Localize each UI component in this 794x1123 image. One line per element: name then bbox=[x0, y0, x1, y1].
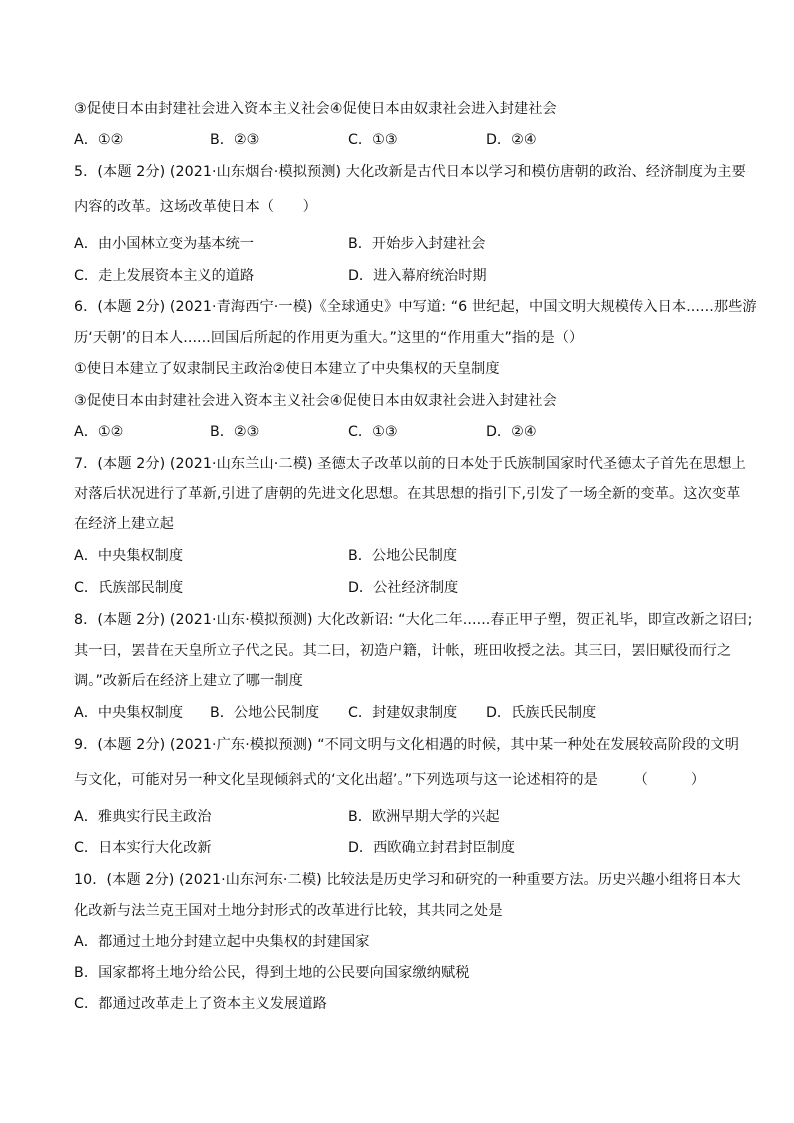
q4-option-d: D．②④ bbox=[486, 132, 537, 148]
q7-option-d: D．公社经济制度 bbox=[348, 580, 459, 596]
q6-sub-line-2: ③促使日本由封建社会进入资本主义社会④促使日本由奴隶社会进入封建社会 bbox=[74, 393, 557, 409]
q5-stem-line-2: 内容的改革。这场改革使日本（ ） bbox=[74, 199, 317, 215]
q7-option-c: C．氏族部民制度 bbox=[74, 580, 184, 596]
q7-stem-line-3: 在经济上建立起 bbox=[74, 516, 175, 532]
q8-option-b: B．公地公民制度 bbox=[210, 705, 320, 721]
q10-stem-line-2: 化改新与法兰克王国对土地分封形式的改革进行比较，其共同之处是 bbox=[74, 903, 503, 919]
q8-option-c: C．封建奴隶制度 bbox=[348, 705, 458, 721]
q5-option-b: B．开始步入封建社会 bbox=[348, 236, 486, 252]
q4-option-b: B．②③ bbox=[210, 132, 260, 148]
q6-option-a: A．①② bbox=[74, 424, 124, 440]
q6-stem-line-2: 历‘天朝’的日本人......回国后所起的作用更为重大。”这里的“作用重大”指的是（） bbox=[74, 330, 584, 346]
q4-sub-line: ③促使日本由封建社会进入资本主义社会④促使日本由奴隶社会进入封建社会 bbox=[74, 101, 557, 117]
q8-stem-line-3: 调。”改新后在经济上建立了哪一制度 bbox=[74, 673, 303, 689]
q7-stem-line-2: 对落后状况进行了革新,引进了唐朝的先进文化思想。在其思想的指引下,引发了一场全新的变革。这次变革 bbox=[74, 486, 741, 502]
q8-stem-line-1: 8．(本题 2分) (2021·山东·模拟预测) 大化改新诏: “大化二年......春正甲子塑，贺正礼毕，即宣改新之诏曰; bbox=[74, 612, 753, 628]
q5-stem-line-1: 5．(本题 2分) (2021·山东烟台·模拟预测) 大化改新是古代日本以学习和模仿唐朝的政治、经济制度为主要 bbox=[74, 164, 746, 180]
q7-option-a: A．中央集权制度 bbox=[74, 548, 184, 564]
q7-option-b: B．公地公民制度 bbox=[348, 548, 458, 564]
q9-stem-line-1: 9．(本题 2分) (2021·广东·模拟预测) “不同文明与文化相遇的时候，其中某一种处在发展较高阶段的文明 bbox=[74, 737, 740, 753]
q8-option-a: A．中央集权制度 bbox=[74, 705, 184, 721]
q8-stem-line-2: 其一曰，罢昔在天皇所立子代之民。其二曰，初造户籍，计帐，班田收授之法。其三曰，罢旧赋役而行之 bbox=[74, 643, 732, 659]
q10-option-c: C．都通过改革走上了资本主义发展道路 bbox=[74, 996, 327, 1012]
q9-option-c: C．日本实行大化改新 bbox=[74, 840, 212, 856]
q5-option-a: A．由小国林立变为基本统一 bbox=[74, 236, 254, 252]
q9-option-d: D．西欧确立封君封臣制度 bbox=[348, 840, 515, 856]
q4-option-c: C．①③ bbox=[348, 132, 398, 148]
q4-option-a: A．①② bbox=[74, 132, 124, 148]
q5-option-d: D．进入幕府统治时期 bbox=[348, 268, 487, 284]
q6-option-b: B．②③ bbox=[210, 424, 260, 440]
q9-option-a: A．雅典实行民主政治 bbox=[74, 809, 212, 825]
q6-option-c: C．①③ bbox=[348, 424, 398, 440]
q8-option-d: D．氏族氏民制度 bbox=[486, 705, 597, 721]
q10-option-a: A．都通过土地分封建立起中央集权的封建国家 bbox=[74, 934, 370, 950]
q9-option-b: B．欧洲早期大学的兴起 bbox=[348, 809, 500, 825]
q6-option-d: D．②④ bbox=[486, 424, 537, 440]
q6-sub-line-1: ①使日本建立了奴隶制民主政治②使日本建立了中央集权的天皇制度 bbox=[74, 361, 500, 377]
q5-option-c: C．走上发展资本主义的道路 bbox=[74, 268, 255, 284]
q6-stem-line-1: 6．(本题 2分) (2021·青海西宁·一模)《全球通史》中写道: “6 世纪起，中国文明大规模传入日本......那些游 bbox=[74, 299, 757, 315]
q10-stem-line-1: 10．(本题 2分) (2021·山东河东·二模) 比较法是历史学习和研究的一种重要方法。历史兴趣小组将日本大 bbox=[74, 872, 741, 888]
q7-stem-line-1: 7．(本题 2分) (2021·山东兰山·二模) 圣德太子改革以前的日本处于氏族制国家时代圣德太子首先在思想上 bbox=[74, 456, 746, 472]
q10-option-b: B．国家都将土地分给公民，得到土地的公民要向国家缴纳赋税 bbox=[74, 965, 470, 981]
q9-stem-line-2: 与文化，可能对另一种文化呈现倾斜式的‘文化出超’。”下列选项与这一论述相符的是 （ ） bbox=[74, 772, 706, 788]
